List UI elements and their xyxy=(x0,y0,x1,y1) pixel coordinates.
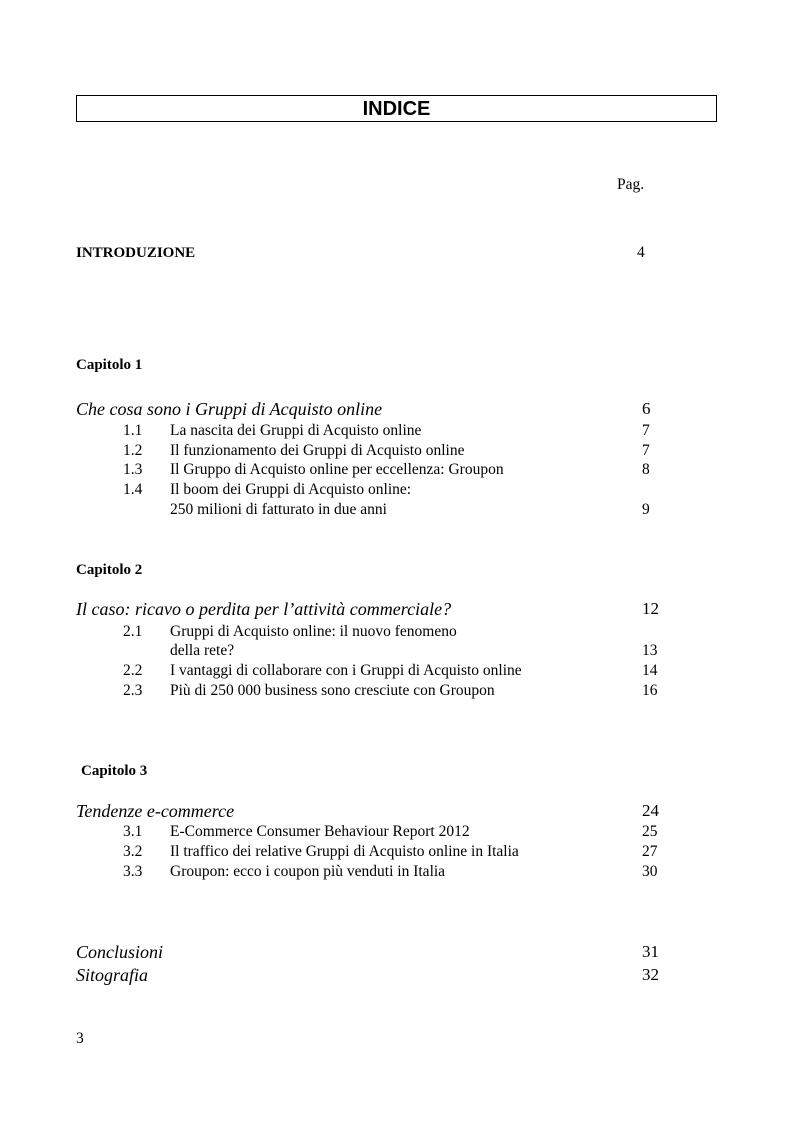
toc-sitografia[interactable]: Sitografia xyxy=(76,965,149,985)
toc-item-text[interactable]: Il Gruppo di Acquisto online per eccellenza: Groupon xyxy=(170,461,504,478)
toc-item-number: 2.1 xyxy=(123,623,143,640)
chapter-3-heading: Capitolo 3 xyxy=(81,763,148,779)
index-title: INDICE xyxy=(362,98,431,120)
chapter-3-page: 24 xyxy=(642,801,659,820)
toc-item-number: 3.2 xyxy=(123,843,143,860)
chapter-1-title[interactable]: Che cosa sono i Gruppi di Acquisto online xyxy=(76,399,383,419)
toc-sitografia-page: 32 xyxy=(642,965,659,984)
toc-item-text[interactable]: Il boom dei Gruppi di Acquisto online: xyxy=(170,481,412,498)
index-title-box xyxy=(76,95,717,122)
chapter-2-title[interactable]: Il caso: ricavo o perdita per l’attività commerciale? xyxy=(76,599,452,619)
toc-item-page: 7 xyxy=(642,422,650,439)
toc-item-page: 30 xyxy=(642,863,658,880)
toc-item-number: 2.2 xyxy=(123,662,143,679)
chapter-1-heading: Capitolo 1 xyxy=(76,357,143,373)
toc-introduzione-page: 4 xyxy=(637,244,645,261)
toc-item-number: 3.3 xyxy=(123,863,143,880)
toc-item-number: 1.4 xyxy=(123,481,143,498)
toc-item-text[interactable]: La nascita dei Gruppi di Acquisto online xyxy=(170,422,422,439)
toc-item-text[interactable]: Più di 250 000 business sono cresciute con Groupon xyxy=(170,682,495,699)
toc-item-text[interactable]: Groupon: ecco i coupon più venduti in Italia xyxy=(170,863,446,880)
toc-item-page: 25 xyxy=(642,823,658,840)
toc-item-page: 7 xyxy=(642,442,650,459)
toc-item-page: 13 xyxy=(642,642,658,659)
toc-item-text[interactable]: Il funzionamento dei Gruppi di Acquisto online xyxy=(170,442,465,459)
toc-item-text[interactable]: E-Commerce Consumer Behaviour Report 2012 xyxy=(170,823,470,840)
toc-item-page: 8 xyxy=(642,461,650,478)
chapter-1-page: 6 xyxy=(642,399,651,418)
toc-conclusioni[interactable]: Conclusioni xyxy=(76,942,164,962)
toc-item-text[interactable]: I vantaggi di collaborare con i Gruppi di Acquisto online xyxy=(170,662,522,679)
toc-item-text[interactable]: Il traffico dei relative Gruppi di Acquisto online in Italia xyxy=(170,843,519,860)
chapter-2-heading: Capitolo 2 xyxy=(76,562,143,578)
toc-introduzione[interactable]: INTRODUZIONE xyxy=(76,245,196,261)
chapter-3-title[interactable]: Tendenze e-commerce xyxy=(76,801,235,821)
toc-item-number: 1.3 xyxy=(123,461,143,478)
toc-item-text-continued[interactable]: 250 milioni di fatturato in due anni xyxy=(170,501,387,518)
toc-item-page: 16 xyxy=(642,682,658,699)
toc-item-page: 27 xyxy=(642,843,658,860)
toc-item-text-continued[interactable]: della rete? xyxy=(170,642,235,659)
toc-conclusioni-page: 31 xyxy=(642,942,659,961)
toc-item-number: 1.2 xyxy=(123,442,143,459)
toc-item-page: 14 xyxy=(642,662,658,679)
page-number: 3 xyxy=(76,1030,84,1047)
toc-item-page: 9 xyxy=(642,501,650,518)
page-column-label: Pag. xyxy=(617,176,645,193)
toc-item-number: 1.1 xyxy=(123,422,143,439)
chapter-2-page: 12 xyxy=(642,599,659,618)
toc-item-text[interactable]: Gruppi di Acquisto online: il nuovo fenomeno xyxy=(170,623,457,640)
toc-item-number: 3.1 xyxy=(123,823,143,840)
toc-item-number: 2.3 xyxy=(123,682,143,699)
